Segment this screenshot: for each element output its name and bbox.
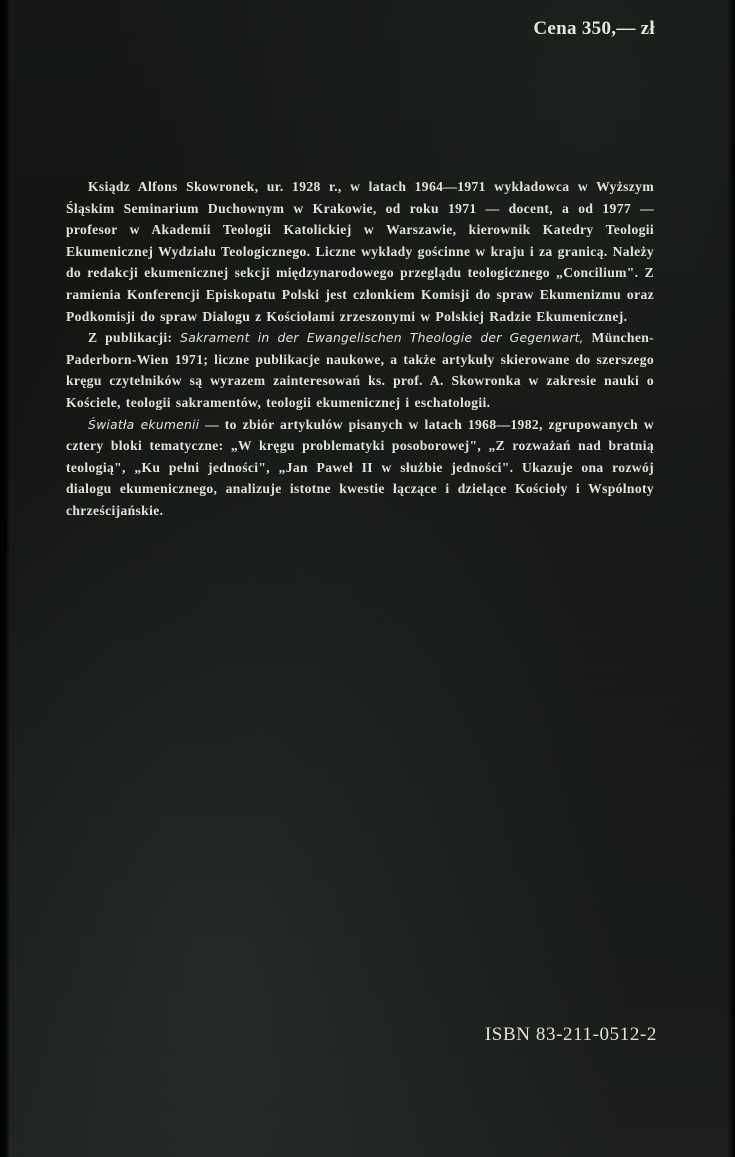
book-description-paragraph [66, 414, 654, 522]
publication-title: Sakrament in der Ewangelischen Theologie der Gegenwart, [180, 330, 584, 346]
cover-left-edge [0, 0, 10, 1157]
cover-right-edge [727, 0, 735, 1157]
publications-rest: München-Paderborn-Wien 1971; liczne publikacje naukowe, a także artykuły skierowane do szerszego kręgu czytelników są wyrazem zainteresowań ks. prof. A. Skowronka w zakresie nauki o Kościele, teologii sakramentów, teologii ekumenicznej i eschatologii. [66, 330, 654, 410]
publications-paragraph [66, 327, 654, 413]
book-description: — to zbiór artykułów pisanych w latach 1968—1982, zgrupowanych w cztery bloki tematyczne: „W kręgu problematyki posoborowej", „Z rozważań nad bratnią teologią", „Ku pełni jedności", „Jan Paweł II w służbie jedności". Ukazuje ona rozwój dialogu ekumenicznego, analizuje istotne kwestie łączące i dzielące Kościoły i Wspólnoty chrześcijańskie. [66, 416, 654, 518]
isbn-label: ISBN 83-211-0512-2 [484, 1024, 657, 1045]
author-bio-paragraph: Ksiądz Alfons Skowronek, ur. 1928 r., w latach 1964—1971 wykładowca w Wyższym Śląskim Seminarium Duchownym w Krakowie, od roku 1971 — docent, a od 1977 — profesor w Akademii Teologii Katolickiej w Warszawie, kierownik Katedry Teologii Ekumenicznej Wydziału Teologicznego. Liczne wykłady gościnne w kraju i za granicą. Należy do redakcji ekumenicznej sekcji międzynarodowego przeglądu teologicznego „Concilium". Z ramienia Konferencji Episkopatu Polski jest członkiem Komisji do spraw Ekumenizmu oraz Podkomisji do spraw Dialogu z Kościołami zrzeszonymi w Polskiej Radzie Ekumenicznej. [66, 179, 654, 324]
blurb-text [66, 176, 654, 522]
publications-lead: Z publikacji: [88, 330, 181, 346]
book-title: Światła ekumenii [88, 416, 200, 432]
price-label: Cena 350,— zł [533, 18, 655, 39]
